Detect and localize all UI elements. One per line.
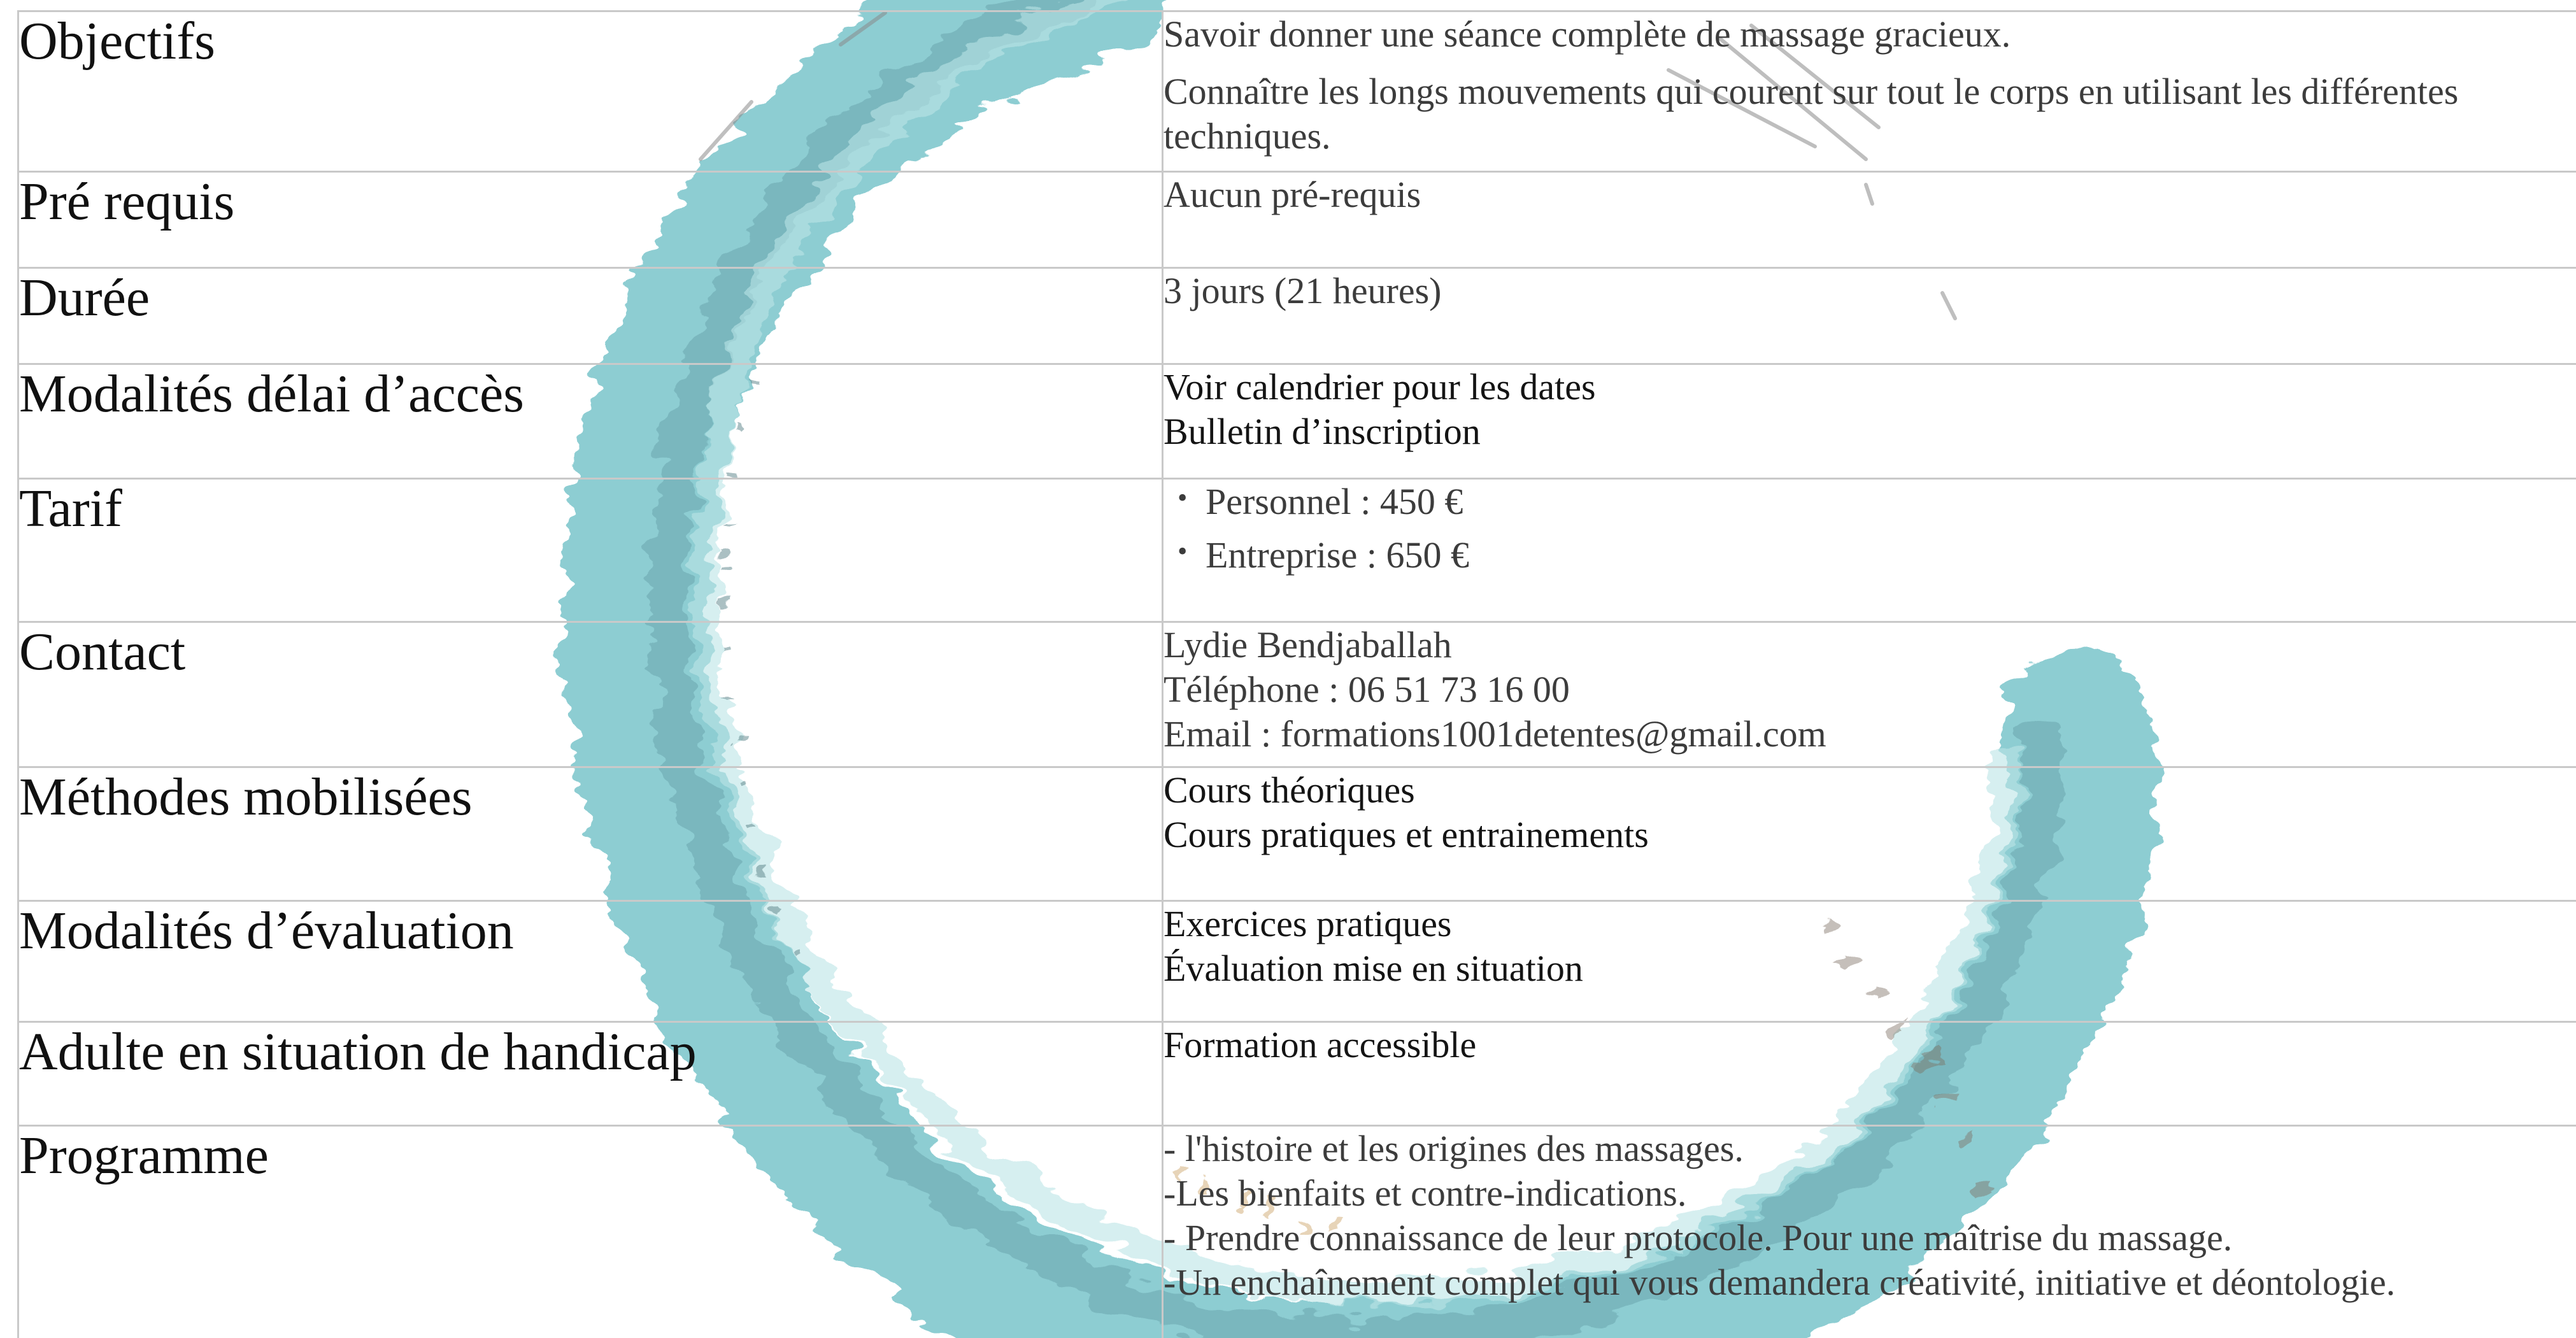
list-item xyxy=(1163,533,2576,578)
programme-line: - Prendre connaissance de leur protocole. Pour une maîtrise du massage. xyxy=(1163,1217,2233,1258)
row-value xyxy=(1163,901,2576,1022)
row-value xyxy=(1163,268,2576,364)
row-label: Contact xyxy=(18,622,1163,767)
tarif-text: Personnel : 450 € xyxy=(1206,481,1463,522)
row-value xyxy=(1163,622,2576,767)
tarif-list xyxy=(1163,480,2576,578)
row-methodes xyxy=(18,767,2576,901)
row-label: Tarif xyxy=(18,479,1163,622)
value-line: Voir calendrier pour les dates xyxy=(1163,366,1596,408)
row-modalites-acces xyxy=(18,364,2576,479)
row-label: Programme xyxy=(18,1126,1163,1338)
value-line: Connaître les longs mouvements qui courent sur tout le corps en utilisant les différentes techniques. xyxy=(1163,71,2459,157)
row-value xyxy=(1163,479,2576,622)
value-line: Exercices pratiques xyxy=(1163,903,1452,944)
row-duree xyxy=(18,268,2576,364)
formation-info-table xyxy=(17,10,2576,1338)
row-tarif xyxy=(18,479,2576,622)
row-contact xyxy=(18,622,2576,767)
list-item xyxy=(1163,480,2576,524)
programme-line: -Les bienfaits et contre-indications. xyxy=(1163,1172,1687,1214)
row-value xyxy=(1163,172,2576,268)
value-line: Évaluation mise en situation xyxy=(1163,948,1583,989)
row-evaluation xyxy=(18,901,2576,1022)
value-line: Savoir donner une séance complète de massage gracieux. xyxy=(1163,13,2011,55)
row-value xyxy=(1163,364,2576,479)
value-line: Cours théoriques xyxy=(1163,769,1415,811)
row-label: Pré requis xyxy=(18,172,1163,268)
contact-phone: Téléphone : 06 51 73 16 00 xyxy=(1163,669,1570,710)
contact-email: Email : formations1001detentes@gmail.com xyxy=(1163,713,1826,755)
row-objectifs xyxy=(18,11,2576,172)
row-label: Objectifs xyxy=(18,11,1163,172)
programme-line: -Un enchaînement complet qui vous demandera créativité, initiative et déontologie. xyxy=(1163,1262,2396,1303)
tarif-text: Entreprise : 650 € xyxy=(1206,534,1469,576)
value-line: Formation accessible xyxy=(1163,1024,1477,1065)
value-line: Cours pratiques et entrainements xyxy=(1163,814,1649,855)
bullet-dot-icon: • xyxy=(1178,482,1188,513)
row-label: Durée xyxy=(18,268,1163,364)
contact-name: Lydie Bendjaballah xyxy=(1163,624,1452,665)
row-pre-requis xyxy=(18,172,2576,268)
programme-line: - l'histoire et les origines des massages. xyxy=(1163,1128,1744,1169)
row-label: Méthodes mobilisées xyxy=(18,767,1163,901)
bullet-dot-icon: • xyxy=(1178,536,1188,567)
row-value xyxy=(1163,1022,2576,1126)
row-value xyxy=(1163,767,2576,901)
value-line: Aucun pré-requis xyxy=(1163,174,1421,215)
row-value xyxy=(1163,1126,2576,1338)
value-line: Bulletin d’inscription xyxy=(1163,411,1481,452)
row-label: Modalités d’évaluation xyxy=(18,901,1163,1022)
value-line: 3 jours (21 heures) xyxy=(1163,270,1442,311)
row-handicap xyxy=(18,1022,2576,1126)
row-label: Adulte en situation de handicap xyxy=(18,1022,1163,1126)
row-label: Modalités délai d’accès xyxy=(18,364,1163,479)
row-programme xyxy=(18,1126,2576,1338)
row-value xyxy=(1163,11,2576,172)
